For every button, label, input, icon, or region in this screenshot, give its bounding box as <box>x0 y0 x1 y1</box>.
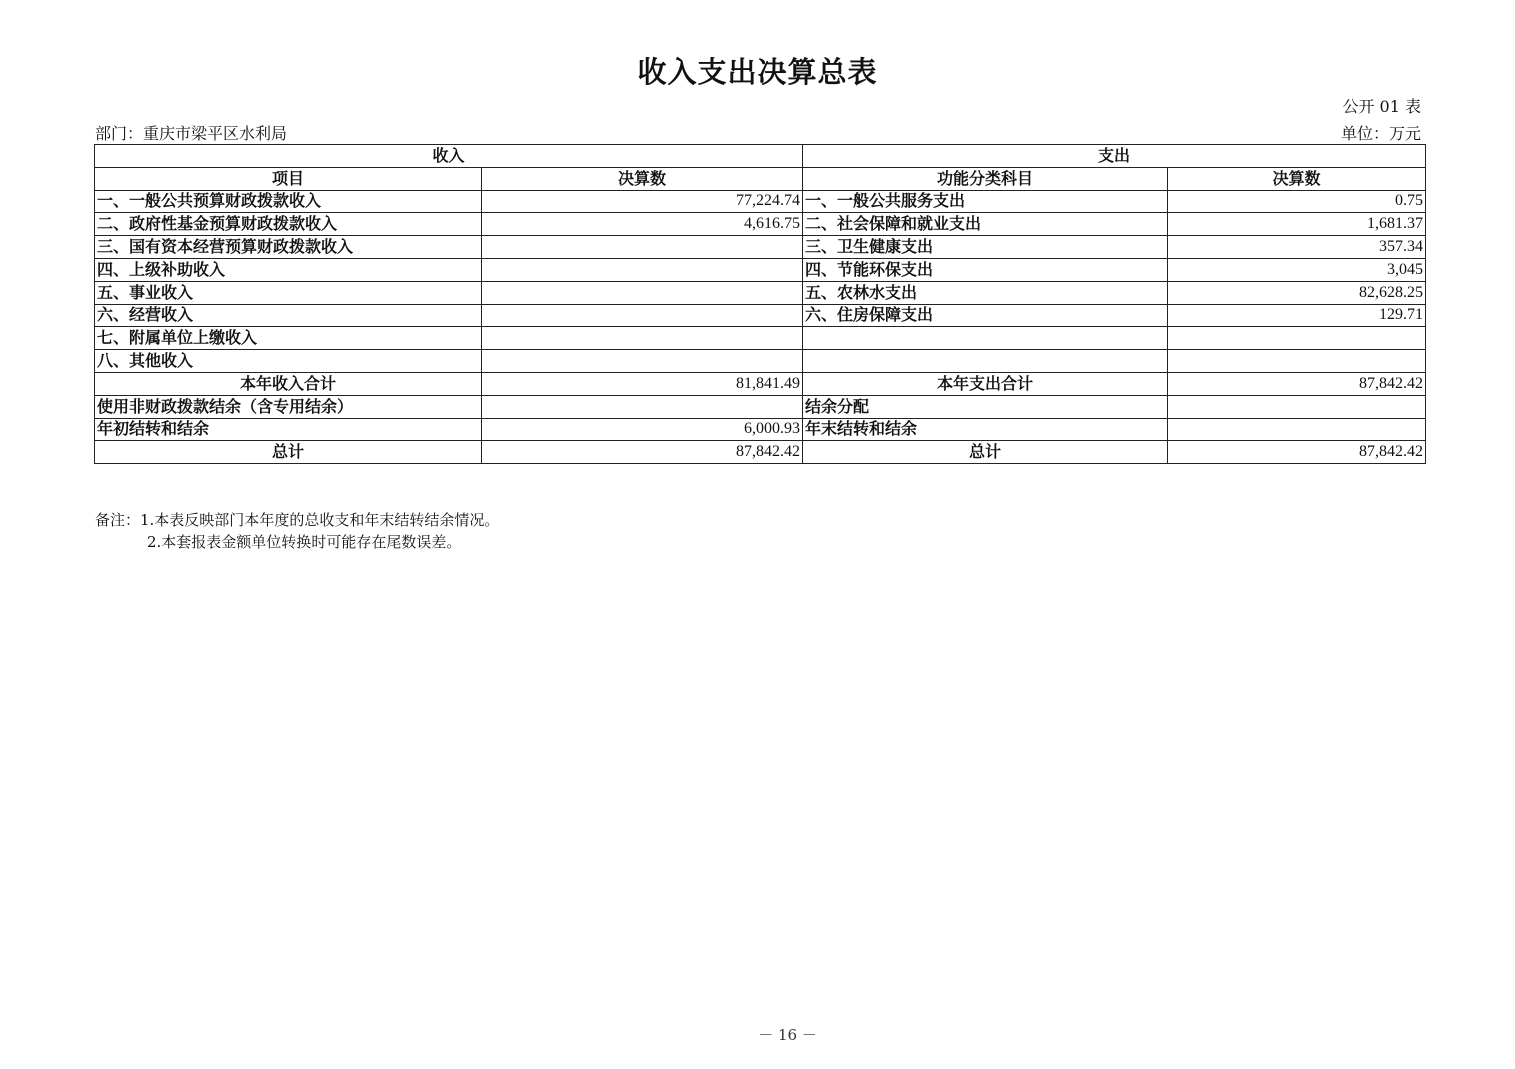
expense-amount-cell <box>1168 395 1426 418</box>
expense-amount-cell <box>1168 350 1426 373</box>
expense-item-cell: 结余分配 <box>803 395 1168 418</box>
income-amount-cell: 77,224.74 <box>482 190 803 213</box>
income-amount-cell <box>482 395 803 418</box>
table-row <box>95 395 1426 418</box>
expense-amount-cell: 82,628.25 <box>1168 281 1426 304</box>
income-amount-cell <box>482 350 803 373</box>
expense-item-cell <box>803 327 1168 350</box>
table-row <box>95 213 1426 236</box>
income-amount-cell <box>482 281 803 304</box>
department-label: 部门：重庆市梁平区水利局 <box>95 124 288 143</box>
income-item-cell: 本年收入合计 <box>95 372 482 395</box>
expense-amount-cell: 87,842.42 <box>1168 441 1426 464</box>
table-header-row-2 <box>95 167 1426 190</box>
income-amount-cell <box>482 327 803 350</box>
income-item-cell: 五、事业收入 <box>95 281 482 304</box>
income-item-cell: 八、其他收入 <box>95 350 482 373</box>
table-row <box>95 418 1426 441</box>
expense-amount-cell: 1,681.37 <box>1168 213 1426 236</box>
income-item-header: 项目 <box>95 167 482 190</box>
table-row <box>95 350 1426 373</box>
table-row <box>95 327 1426 350</box>
expense-amount-cell: 357.34 <box>1168 236 1426 259</box>
income-amount-cell: 4,616.75 <box>482 213 803 236</box>
expense-amount-cell: 87,842.42 <box>1168 372 1426 395</box>
page-number: － 16 － <box>758 1026 817 1044</box>
note-1: 备注：1.本表反映部门本年度的总收支和年末结转结余情况。 <box>95 511 500 529</box>
note-2: 2.本套报表金额单位转换时可能存在尾数误差。 <box>147 533 462 551</box>
income-item-cell: 六、经营收入 <box>95 304 482 327</box>
expense-item-cell: 二、社会保障和就业支出 <box>803 213 1168 236</box>
expense-amount-cell <box>1168 327 1426 350</box>
expense-amount-cell: 3,045 <box>1168 258 1426 281</box>
expense-item-cell <box>803 350 1168 373</box>
income-item-cell: 二、政府性基金预算财政拨款收入 <box>95 213 482 236</box>
expense-item-cell: 四、节能环保支出 <box>803 258 1168 281</box>
table-row <box>95 304 1426 327</box>
income-item-cell: 七、附属单位上缴收入 <box>95 327 482 350</box>
income-expense-table <box>94 144 1426 464</box>
expense-item-cell: 总计 <box>803 441 1168 464</box>
expense-item-cell: 六、住房保障支出 <box>803 304 1168 327</box>
expense-item-cell: 三、卫生健康支出 <box>803 236 1168 259</box>
income-item-cell: 年初结转和结余 <box>95 418 482 441</box>
expense-amount-cell: 129.71 <box>1168 304 1426 327</box>
income-item-cell: 总计 <box>95 441 482 464</box>
table-row <box>95 441 1426 464</box>
expense-amount-cell <box>1168 418 1426 441</box>
expense-header: 支出 <box>803 145 1426 168</box>
table-row <box>95 281 1426 304</box>
table-header-row-1 <box>95 145 1426 168</box>
income-item-cell: 使用非财政拨款结余（含专用结余） <box>95 395 482 418</box>
expense-item-cell: 一、一般公共服务支出 <box>803 190 1168 213</box>
expense-amount-cell: 0.75 <box>1168 190 1426 213</box>
income-amount-cell: 6,000.93 <box>482 418 803 441</box>
income-item-cell: 一、一般公共预算财政拨款收入 <box>95 190 482 213</box>
unit-label: 单位：万元 <box>1340 124 1421 143</box>
expense-amount-header: 决算数 <box>1168 167 1426 190</box>
table-body <box>95 145 1426 464</box>
income-item-cell: 三、国有资本经营预算财政拨款收入 <box>95 236 482 259</box>
expense-item-header: 功能分类科目 <box>803 167 1168 190</box>
table-row <box>95 236 1426 259</box>
page-title: 收入支出决算总表 <box>637 55 878 89</box>
income-amount-cell: 81,841.49 <box>482 372 803 395</box>
expense-item-cell: 五、农林水支出 <box>803 281 1168 304</box>
table-number: 公开 01 表 <box>1342 97 1421 116</box>
income-amount-cell: 87,842.42 <box>482 441 803 464</box>
income-amount-header: 决算数 <box>482 167 803 190</box>
expense-item-cell: 年末结转和结余 <box>803 418 1168 441</box>
expense-item-cell: 本年支出合计 <box>803 372 1168 395</box>
table-row <box>95 190 1426 213</box>
table-row <box>95 258 1426 281</box>
notes <box>95 509 499 553</box>
income-amount-cell <box>482 258 803 281</box>
income-header: 收入 <box>95 145 803 168</box>
income-amount-cell <box>482 304 803 327</box>
income-item-cell: 四、上级补助收入 <box>95 258 482 281</box>
income-amount-cell <box>482 236 803 259</box>
table-row <box>95 372 1426 395</box>
